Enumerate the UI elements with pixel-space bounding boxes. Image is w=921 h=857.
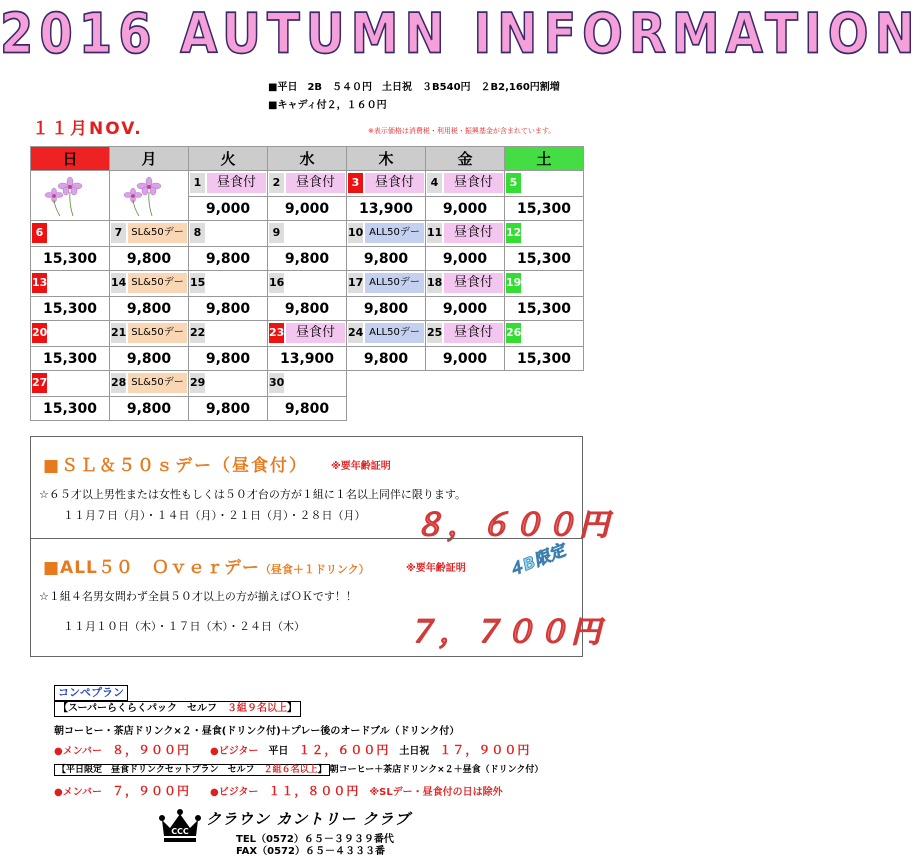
plan2-condition: ２組６名以上 <box>263 765 318 775</box>
all50-price: ７，７００円 <box>406 615 604 650</box>
plan1-holiday-label: 土日祝 <box>399 746 430 757</box>
calendar-price-row <box>31 297 584 321</box>
calendar-week-row <box>31 321 584 347</box>
day-plan <box>523 323 582 343</box>
day-plan-all: ALL50デー <box>365 273 424 293</box>
day-price: 9,800 <box>189 297 268 321</box>
plan1-close: 】 <box>287 703 297 714</box>
day-plan-all: ALL50デー <box>365 223 424 243</box>
club-name: クラウン カントリー クラブ <box>206 810 411 828</box>
day-number: 11 <box>427 223 442 243</box>
day-plan <box>207 373 266 393</box>
plan2-name: 【平日限定 昼食ドリンクセットプラン セルフ <box>57 765 255 775</box>
day-plan-lunch: 昼食付 <box>286 323 345 343</box>
weekday-fri: 金 <box>426 147 505 171</box>
calendar-day-cell <box>268 371 347 397</box>
day-number: 9 <box>269 223 284 243</box>
day-number: 17 <box>348 273 363 293</box>
day-number: 15 <box>190 273 205 293</box>
day-price: 9,800 <box>110 347 189 371</box>
day-plan <box>207 273 266 293</box>
day-number: 7 <box>111 223 126 243</box>
day-price: 15,300 <box>505 197 584 221</box>
plan1-member-price: ８，９００円 <box>112 743 191 757</box>
day-number: 26 <box>506 323 521 343</box>
day-plan <box>523 173 582 193</box>
calendar-week-row <box>31 371 584 397</box>
calendar-day-cell <box>189 371 268 397</box>
day-plan <box>207 223 266 243</box>
day-plan-lunch: 昼食付 <box>444 173 503 193</box>
day-price: 9,800 <box>347 247 426 271</box>
day-price: 9,000 <box>426 297 505 321</box>
all50-dates: １１月１０日（木）・１７日（木）・２４日（木） <box>63 620 305 633</box>
weekday-tue: 火 <box>189 147 268 171</box>
plan2-member-label: ●メンバー <box>54 787 103 798</box>
cosmos-flower-icon <box>110 171 188 220</box>
day-price: 9,800 <box>189 347 268 371</box>
day-price: 9,800 <box>189 397 268 421</box>
day-number: 8 <box>190 223 205 243</box>
day-number: 19 <box>506 273 521 293</box>
day-number: 14 <box>111 273 126 293</box>
plan1-holiday-price: １７，９００円 <box>439 743 531 757</box>
weekday-mon: 月 <box>110 147 189 171</box>
day-price: 9,800 <box>110 247 189 271</box>
calendar-table <box>30 146 584 421</box>
calendar-day-cell <box>110 371 189 397</box>
plan1-weekday-label: 平日 <box>268 746 289 757</box>
weekday-sun: 日 <box>31 147 110 171</box>
calendar-day-cell <box>189 271 268 297</box>
day-price: 15,300 <box>31 347 110 371</box>
all50-title-main: ■ALL５０ Ｏｖｅｒデー <box>43 558 260 578</box>
plan2-close: 】 <box>317 765 327 775</box>
day-price: 15,300 <box>505 347 584 371</box>
calendar-day-cell <box>347 321 426 347</box>
calendar-price-row <box>31 347 584 371</box>
calendar-day-cell <box>110 271 189 297</box>
day-price: 9,800 <box>189 247 268 271</box>
day-price: 9,000 <box>426 247 505 271</box>
day-price: 15,300 <box>505 297 584 321</box>
day-price: 9,800 <box>110 297 189 321</box>
day-number: 21 <box>111 323 126 343</box>
day-price: 9,000 <box>426 347 505 371</box>
plan1-weekday-price: １２，６００円 <box>298 743 390 757</box>
day-number: 29 <box>190 373 205 393</box>
day-plan <box>286 273 345 293</box>
plan2-note: ※SLデー・昼食付の日は除外 <box>369 787 503 798</box>
tel-number: TEL（0572）６５－３９３９番代 <box>236 834 394 845</box>
calendar-day-cell <box>110 321 189 347</box>
day-plan <box>49 223 108 243</box>
day-number: 23 <box>269 323 284 343</box>
day-number: 16 <box>269 273 284 293</box>
special-offers-box <box>30 436 612 657</box>
day-number: 6 <box>32 223 47 243</box>
day-plan <box>207 323 266 343</box>
calendar-day-cell <box>31 321 110 347</box>
day-plan <box>49 273 108 293</box>
day-price: 15,300 <box>31 297 110 321</box>
day-number: 28 <box>111 373 126 393</box>
day-number: 22 <box>190 323 205 343</box>
calendar-day-cell <box>268 271 347 297</box>
calendar-day-cell <box>347 221 426 247</box>
day-number: 24 <box>348 323 363 343</box>
empty-cell <box>426 371 505 421</box>
cosmos-flower-icon <box>31 171 109 220</box>
calendar-day-cell <box>189 221 268 247</box>
all50-age-note: ※要年齢証明 <box>406 563 466 574</box>
plan2-visitor-price: １１，８００円 <box>268 784 360 798</box>
day-number: 5 <box>506 173 521 193</box>
day-plan <box>523 223 582 243</box>
day-price: 9,800 <box>347 347 426 371</box>
day-number: 13 <box>32 273 47 293</box>
compe-plan-heading: コンペプラン <box>54 685 128 701</box>
day-plan-sl: SL&50デー <box>128 323 187 343</box>
sl-condition: ☆６５才以上男性または女性もしくは５０才台の方が１組に１名以上同伴に限ります。 <box>39 488 466 501</box>
weekday-header-row <box>31 147 584 171</box>
day-price: 13,900 <box>268 347 347 371</box>
plan1-name <box>54 701 301 717</box>
flower-decoration <box>31 171 110 221</box>
page-title: 2016 AUTUMN INFORMATION <box>0 1 921 67</box>
day-plan-lunch: 昼食付 <box>444 273 503 293</box>
day-price: 9,800 <box>110 397 189 421</box>
calendar-day-cell <box>426 221 505 247</box>
all50-title <box>43 553 370 578</box>
divider <box>31 538 582 539</box>
day-plan-sl: SL&50デー <box>128 223 187 243</box>
calendar-day-cell <box>189 321 268 347</box>
day-plan-sl: SL&50デー <box>128 373 187 393</box>
plan2-visitor-label: ●ビジター <box>210 787 259 798</box>
green-fee-note: ■平日 2B ５４０円 土日祝 ３B540円 ２B2,160円割増 <box>268 82 560 93</box>
calendar-day-cell <box>31 371 110 397</box>
plan1-description: 朝コーヒー・茶店ドリンク×２・昼食(ドリンク付)＋プレー後のオードブル（ドリンク付） <box>54 726 460 737</box>
day-plan <box>286 223 345 243</box>
calendar-week-row <box>31 221 584 247</box>
day-number: 27 <box>32 373 47 393</box>
caddie-fee-note: ■キャディ付２，１６０円 <box>268 100 387 111</box>
calendar-day-cell <box>268 321 347 347</box>
calendar-day-cell <box>505 321 584 347</box>
calendar-price-row <box>31 247 584 271</box>
day-number: 30 <box>269 373 284 393</box>
four-ball-limit-badge: ４B限定 <box>505 540 568 581</box>
day-price: 9,000 <box>426 197 505 221</box>
day-price: 9,800 <box>268 247 347 271</box>
empty-cell <box>347 371 426 421</box>
plan2-prices <box>54 782 503 799</box>
crown-logo-icon <box>158 806 202 846</box>
day-plan-lunch: 昼食付 <box>286 173 345 193</box>
plan2-description: 朝コーヒー＋茶店ドリンク×２＋昼食（ドリンク付） <box>329 765 544 775</box>
calendar-day-cell <box>347 271 426 297</box>
calendar-day-cell <box>505 221 584 247</box>
day-price: 15,300 <box>31 397 110 421</box>
plan1-visitor-label: ●ビジター <box>210 746 259 757</box>
flower-decoration <box>110 171 189 221</box>
day-number: 25 <box>427 323 442 343</box>
day-price: 15,300 <box>505 247 584 271</box>
calendar-day-cell <box>31 221 110 247</box>
day-number: 2 <box>269 173 284 193</box>
calendar-day-cell <box>426 271 505 297</box>
day-price: 9,000 <box>189 197 268 221</box>
sl-dates: １１月７日（月）・１４日（月）・２１日（月）・２８日（月） <box>63 509 366 522</box>
day-number: 4 <box>427 173 442 193</box>
calendar-day-cell <box>189 171 268 197</box>
day-number: 12 <box>506 223 521 243</box>
calendar-day-cell <box>110 221 189 247</box>
day-plan-lunch: 昼食付 <box>365 173 424 193</box>
calendar-day-cell <box>426 171 505 197</box>
calendar-day-cell <box>426 321 505 347</box>
plan2-line <box>54 762 543 775</box>
calendar-day-cell <box>505 171 584 197</box>
day-plan-lunch: 昼食付 <box>444 323 503 343</box>
calendar-day-cell <box>268 171 347 197</box>
calendar-day-cell <box>347 171 426 197</box>
all50-title-sub: （昼食＋１ドリンク） <box>259 563 370 576</box>
day-plan-all: ALL50デー <box>365 323 424 343</box>
weekday-sat: 土 <box>505 147 584 171</box>
day-number: 20 <box>32 323 47 343</box>
day-number: 3 <box>348 173 363 193</box>
plan2-member-price: ７，９００円 <box>112 784 191 798</box>
plan2-name-box <box>54 764 330 776</box>
day-plan-sl: SL&50デー <box>128 273 187 293</box>
plan1-member-label: ●メンバー <box>54 746 103 757</box>
plan1-condition: ３組９名以上 <box>227 703 287 714</box>
weekday-wed: 水 <box>268 147 347 171</box>
calendar-day-cell <box>31 271 110 297</box>
sl-title: ■ＳＬ＆５０ｓデー（昼食付） <box>43 456 309 476</box>
day-price: 9,800 <box>268 297 347 321</box>
fax-number: FAX（0572）６５－４３３３番 <box>236 846 385 857</box>
day-plan <box>49 323 108 343</box>
day-number: 1 <box>190 173 205 193</box>
day-number: 10 <box>348 223 363 243</box>
day-plan <box>523 273 582 293</box>
empty-cell <box>505 371 584 421</box>
day-price: 15,300 <box>31 247 110 271</box>
svg-text:CCC: CCC <box>171 827 189 836</box>
day-plan <box>286 373 345 393</box>
day-number: 18 <box>427 273 442 293</box>
calendar-week-row <box>31 271 584 297</box>
calendar-week-row <box>31 171 584 197</box>
calendar-day-cell <box>505 271 584 297</box>
day-plan-lunch: 昼食付 <box>444 223 503 243</box>
sl-price: ８，６００円 <box>414 508 612 543</box>
day-plan-lunch: 昼食付 <box>207 173 266 193</box>
plan1-prices <box>54 741 530 758</box>
day-price: 9,800 <box>268 397 347 421</box>
day-price: 9,800 <box>347 297 426 321</box>
tax-note: ※表示価格は消費税・利用税・振興基金が含まれています。 <box>368 127 556 135</box>
plan1-name-text: 【スーパーらくらくパック セルフ <box>58 703 217 714</box>
all50-condition: ☆１組４名男女問わず全員５０才以上の方が揃えばＯＫです！！ <box>39 590 357 603</box>
sl-age-note: ※要年齢証明 <box>331 461 391 472</box>
day-price: 9,000 <box>268 197 347 221</box>
day-price: 13,900 <box>347 197 426 221</box>
day-plan <box>49 373 108 393</box>
month-label: １１月NOV. <box>32 119 143 139</box>
calendar-day-cell <box>268 221 347 247</box>
weekday-thu: 木 <box>347 147 426 171</box>
